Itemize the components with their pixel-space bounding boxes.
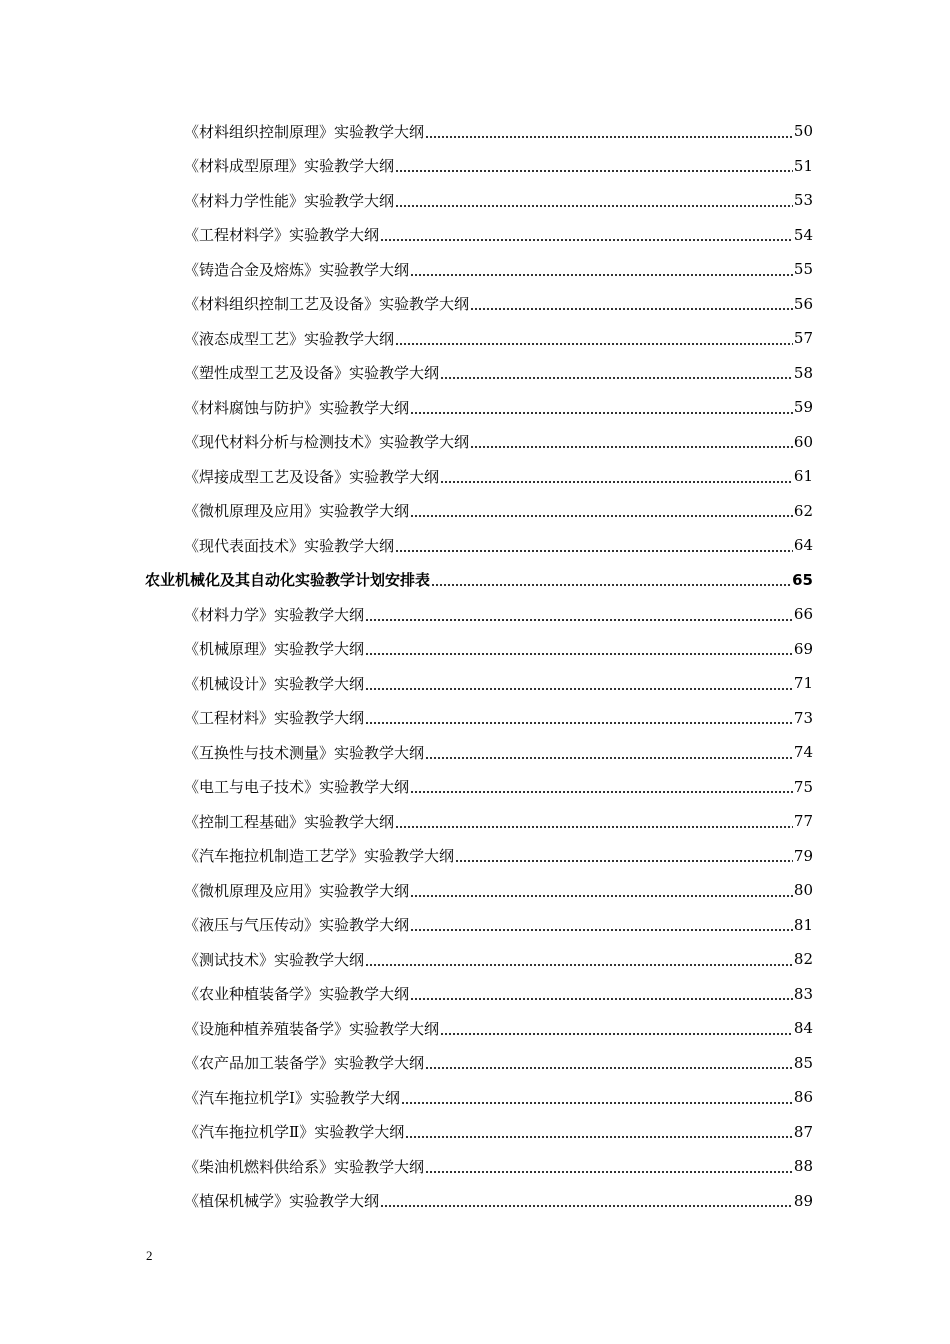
toc-entry[interactable]	[0, 1184, 813, 1219]
toc-entry-title: 《微机原理及应用》实验教学大纲	[184, 881, 410, 900]
toc-dot-leader	[395, 550, 793, 552]
toc-entry[interactable]	[0, 425, 813, 460]
toc-entry[interactable]	[0, 1046, 813, 1081]
toc-entry-title: 《焊接成型工艺及设备》实验教学大纲	[184, 467, 440, 486]
toc-entry-page-number: 82	[793, 950, 813, 969]
table-of-contents	[0, 114, 950, 1218]
toc-dot-leader	[380, 239, 793, 241]
toc-dot-leader	[410, 274, 793, 276]
toc-entry-page-number: 79	[793, 846, 813, 865]
toc-entry[interactable]	[0, 494, 813, 529]
toc-entry-page-number: 87	[793, 1122, 813, 1141]
toc-entry-page-number: 73	[793, 708, 813, 727]
toc-entry-title: 《铸造合金及熔炼》实验教学大纲	[184, 260, 410, 279]
toc-entry[interactable]	[0, 356, 813, 391]
toc-entry[interactable]	[0, 459, 813, 494]
toc-entry-title: 《机械原理》实验教学大纲	[184, 640, 365, 659]
toc-entry-title: 《工程材料学》实验教学大纲	[184, 226, 380, 245]
toc-entry[interactable]	[0, 597, 813, 632]
toc-entry-page-number: 81	[793, 915, 813, 934]
toc-entry[interactable]	[0, 908, 813, 943]
toc-dot-leader	[425, 1171, 793, 1173]
toc-entry-title: 《电工与电子技术》实验教学大纲	[184, 778, 410, 797]
toc-entry-page-number: 88	[793, 1157, 813, 1176]
toc-entry-title: 《柴油机燃料供给系》实验教学大纲	[184, 1157, 425, 1176]
toc-entry-title: 《设施种植养殖装备学》实验教学大纲	[184, 1019, 440, 1038]
toc-dot-leader	[440, 1033, 793, 1035]
toc-dot-leader	[395, 343, 793, 345]
toc-entry[interactable]	[0, 390, 813, 425]
toc-entry-page-number: 60	[793, 432, 813, 451]
toc-dot-leader	[401, 1102, 793, 1104]
toc-entry-title: 《材料成型原理》实验教学大纲	[184, 157, 395, 176]
toc-entry-page-number: 77	[793, 812, 813, 831]
toc-dot-leader	[410, 412, 793, 414]
toc-dot-leader	[365, 688, 793, 690]
toc-entry-page-number: 51	[793, 156, 813, 175]
toc-dot-leader	[470, 446, 793, 448]
toc-entry-title: 《互换性与技术测量》实验教学大纲	[184, 743, 425, 762]
toc-entry-page-number: 57	[793, 329, 813, 348]
toc-entry-title: 《微机原理及应用》实验教学大纲	[184, 502, 410, 521]
toc-entry[interactable]	[0, 183, 813, 218]
toc-dot-leader	[440, 481, 793, 483]
toc-entry[interactable]	[0, 218, 813, 253]
toc-entry[interactable]	[0, 701, 813, 736]
toc-entry-title: 《液压与气压传动》实验教学大纲	[184, 916, 410, 935]
toc-entry[interactable]	[0, 252, 813, 287]
toc-dot-leader	[440, 377, 793, 379]
toc-entry-page-number: 55	[793, 260, 813, 279]
toc-entry-page-number: 71	[793, 674, 813, 693]
toc-dot-leader	[455, 860, 793, 862]
toc-dot-leader	[410, 791, 793, 793]
toc-entry-page-number: 58	[793, 363, 813, 382]
toc-entry[interactable]	[0, 287, 813, 322]
toc-dot-leader	[425, 757, 793, 759]
toc-entry[interactable]	[0, 114, 813, 149]
toc-entry[interactable]	[0, 770, 813, 805]
toc-entry-title: 《材料力学》实验教学大纲	[184, 605, 365, 624]
toc-dot-leader	[410, 895, 793, 897]
toc-entry-page-number: 86	[793, 1088, 813, 1107]
toc-dot-leader	[410, 929, 793, 931]
toc-entry[interactable]	[0, 735, 813, 770]
toc-entry-title: 《汽车拖拉机制造工艺学》实验教学大纲	[184, 847, 455, 866]
toc-dot-leader	[431, 584, 791, 586]
toc-entry-title: 《农业种植装备学》实验教学大纲	[184, 985, 410, 1004]
toc-entry[interactable]	[0, 321, 813, 356]
toc-entry-page-number: 61	[793, 467, 813, 486]
toc-entry-title: 《材料腐蚀与防护》实验教学大纲	[184, 398, 410, 417]
toc-dot-leader	[380, 1205, 793, 1207]
toc-entry-page-number: 80	[793, 881, 813, 900]
toc-dot-leader	[365, 619, 793, 621]
toc-dot-leader	[395, 205, 793, 207]
toc-dot-leader	[365, 964, 793, 966]
toc-entry[interactable]	[0, 873, 813, 908]
toc-entry-page-number: 56	[793, 294, 813, 313]
toc-entry[interactable]	[0, 149, 813, 184]
toc-entry-title: 《农产品加工装备学》实验教学大纲	[184, 1054, 425, 1073]
toc-entry-page-number: 74	[793, 743, 813, 762]
toc-section-heading[interactable]	[0, 563, 813, 598]
toc-entry[interactable]	[0, 1115, 813, 1150]
toc-entry-page-number: 50	[793, 122, 813, 141]
toc-entry-page-number: 65	[792, 570, 813, 589]
toc-entry-page-number: 64	[793, 536, 813, 555]
toc-entry-title: 《汽车拖拉机学Ⅰ》实验教学大纲	[184, 1088, 400, 1107]
toc-dot-leader	[395, 170, 793, 172]
toc-entry[interactable]	[0, 804, 813, 839]
toc-entry-title: 《液态成型工艺》实验教学大纲	[184, 329, 395, 348]
toc-entry-page-number: 85	[793, 1053, 813, 1072]
toc-entry-title: 《塑性成型工艺及设备》实验教学大纲	[184, 364, 440, 383]
toc-entry[interactable]	[0, 666, 813, 701]
toc-entry[interactable]	[0, 977, 813, 1012]
toc-entry-page-number: 69	[793, 639, 813, 658]
toc-dot-leader	[410, 998, 793, 1000]
toc-entry-title: 《现代表面技术》实验教学大纲	[184, 536, 395, 555]
toc-entry[interactable]	[0, 632, 813, 667]
toc-dot-leader	[425, 136, 793, 138]
toc-entry-page-number: 54	[793, 225, 813, 244]
toc-entry-page-number: 62	[793, 501, 813, 520]
toc-entry-title: 农业机械化及其自动化实验教学计划安排表	[145, 571, 431, 590]
toc-entry-page-number: 59	[793, 398, 813, 417]
toc-dot-leader	[470, 308, 793, 310]
toc-entry-title: 《现代材料分析与检测技术》实验教学大纲	[184, 433, 470, 452]
toc-entry[interactable]	[0, 839, 813, 874]
toc-entry[interactable]	[0, 1011, 813, 1046]
toc-dot-leader	[405, 1136, 793, 1138]
toc-entry-page-number: 53	[793, 191, 813, 210]
toc-entry[interactable]	[0, 1080, 813, 1115]
toc-entry-title: 《植保机械学》实验教学大纲	[184, 1192, 380, 1211]
toc-entry-page-number: 84	[793, 1019, 813, 1038]
toc-dot-leader	[365, 722, 793, 724]
toc-entry-page-number: 66	[793, 605, 813, 624]
toc-dot-leader	[410, 515, 793, 517]
toc-entry-page-number: 83	[793, 984, 813, 1003]
toc-entry-page-number: 75	[793, 777, 813, 796]
toc-entry[interactable]	[0, 528, 813, 563]
toc-entry-title: 《工程材料》实验教学大纲	[184, 709, 365, 728]
toc-dot-leader	[365, 653, 793, 655]
toc-entry[interactable]	[0, 942, 813, 977]
toc-entry-title: 《机械设计》实验教学大纲	[184, 674, 365, 693]
toc-entry-title: 《测试技术》实验教学大纲	[184, 950, 365, 969]
toc-entry-title: 《材料力学性能》实验教学大纲	[184, 191, 395, 210]
toc-dot-leader	[395, 826, 793, 828]
toc-entry-title: 《材料组织控制原理》实验教学大纲	[184, 122, 425, 141]
toc-entry-page-number: 89	[793, 1191, 813, 1210]
page-number: 2	[146, 1248, 153, 1263]
toc-entry-title: 《控制工程基础》实验教学大纲	[184, 812, 395, 831]
toc-entry[interactable]	[0, 1149, 813, 1184]
toc-entry-title: 《汽车拖拉机学Ⅱ》实验教学大纲	[184, 1123, 405, 1142]
toc-dot-leader	[425, 1067, 793, 1069]
toc-entry-title: 《材料组织控制工艺及设备》实验教学大纲	[184, 295, 470, 314]
